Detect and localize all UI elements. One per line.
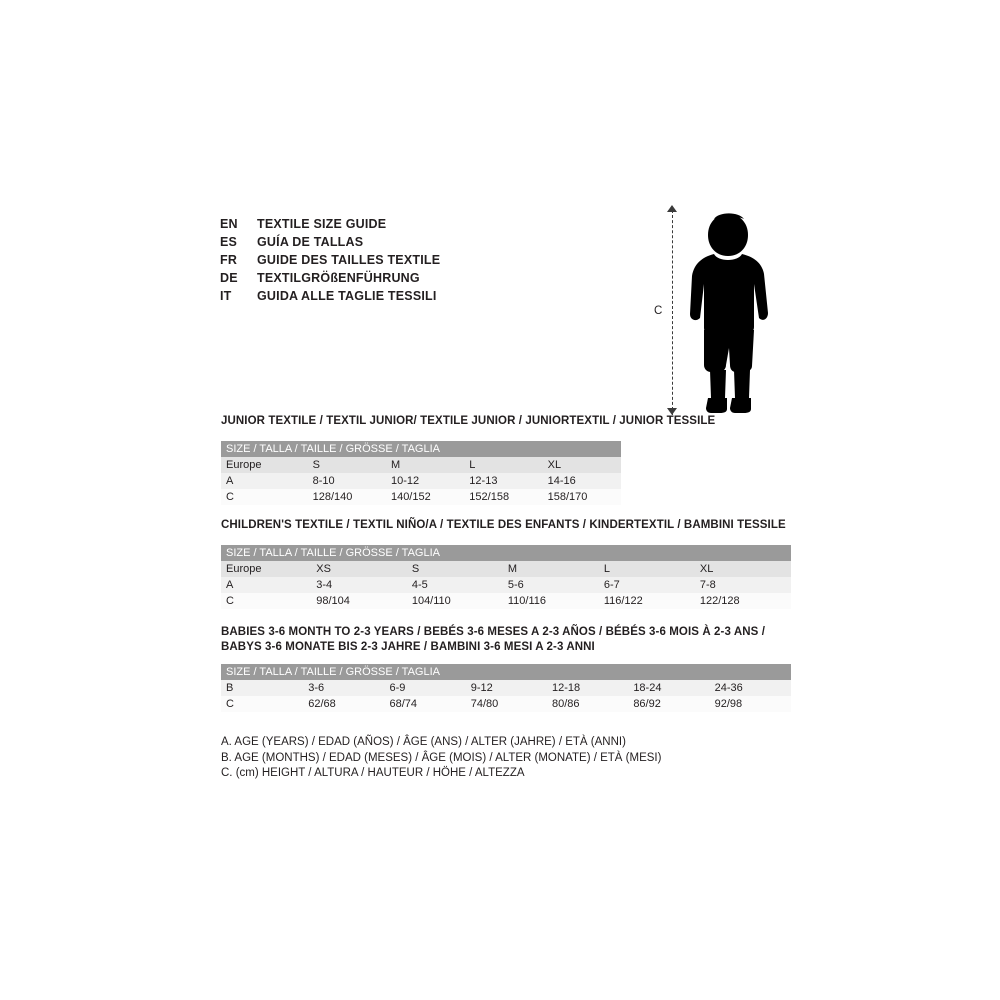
children-size-table <box>221 545 791 609</box>
children-header-xl: XL <box>695 561 791 577</box>
legend-block <box>221 735 661 782</box>
babies-row-b-9-12: 9-12 <box>466 680 547 696</box>
language-title-de: TEXTILGRÖßENFÜHRUNG <box>257 271 420 285</box>
babies-row-c-label: C <box>221 696 303 712</box>
babies-row-b-24-36: 24-36 <box>710 680 791 696</box>
babies-table-title-line2: BABYS 3-6 MONATE BIS 2-3 JAHRE / BAMBINI 3-6 MESI A 2-3 ANNI <box>221 641 595 653</box>
children-row-c-xl: 122/128 <box>695 593 791 609</box>
junior-header-europe: Europe <box>221 457 308 473</box>
children-row-a-s: 4-5 <box>407 577 503 593</box>
table-row <box>221 696 791 712</box>
children-band-label: SIZE / TALLA / TAILLE / GRÖSSE / TAGLIA <box>221 545 791 561</box>
junior-row-c-xl: 158/170 <box>543 489 621 505</box>
babies-row-c-3-6: 62/68 <box>303 696 384 712</box>
babies-band-label: SIZE / TALLA / TAILLE / GRÖSSE / TAGLIA <box>221 664 791 680</box>
table-band-header <box>221 664 791 680</box>
height-figure <box>650 205 840 420</box>
table-header-row <box>221 561 791 577</box>
junior-row-c-s: 128/140 <box>308 489 386 505</box>
babies-row-c-12-18: 80/86 <box>547 696 628 712</box>
junior-band-label: SIZE / TALLA / TAILLE / GRÖSSE / TAGLIA <box>221 441 621 457</box>
children-header-s: S <box>407 561 503 577</box>
table-band-header <box>221 545 791 561</box>
babies-table-title-line1: BABIES 3-6 MONTH TO 2-3 YEARS / BEBÉS 3-6 MESES A 2-3 AÑOS / BÉBÉS 3-6 MOIS À 2-3 ANS / <box>221 626 765 638</box>
junior-row-c-l: 152/158 <box>464 489 542 505</box>
height-label-c: C <box>654 305 663 317</box>
junior-size-table <box>221 441 621 505</box>
junior-row-a-l: 12-13 <box>464 473 542 489</box>
children-table-title: CHILDREN'S TEXTILE / TEXTIL NIÑO/A / TEXTILE DES ENFANTS / KINDERTEXTIL / BAMBINI TESSILE <box>221 519 786 531</box>
table-row <box>221 593 791 609</box>
height-dashed-line <box>672 210 673 415</box>
height-arrow-top-icon <box>667 205 677 212</box>
table-row <box>221 577 791 593</box>
child-silhouette-icon <box>684 210 804 415</box>
babies-row-b-18-24: 18-24 <box>628 680 709 696</box>
babies-row-c-24-36: 92/98 <box>710 696 791 712</box>
junior-row-c-label: C <box>221 489 308 505</box>
junior-row-a-label: A <box>221 473 308 489</box>
children-row-a-xs: 3-4 <box>311 577 407 593</box>
babies-row-b-label: B <box>221 680 303 696</box>
language-row-en <box>220 215 640 233</box>
children-header-l: L <box>599 561 695 577</box>
junior-row-c-m: 140/152 <box>386 489 464 505</box>
babies-row-b-6-9: 6-9 <box>385 680 466 696</box>
children-row-a-xl: 7-8 <box>695 577 791 593</box>
table-row <box>221 473 621 489</box>
language-code-es: ES <box>220 235 238 249</box>
language-title-fr: GUIDE DES TAILLES TEXTILE <box>257 253 441 267</box>
babies-row-b-12-18: 12-18 <box>547 680 628 696</box>
language-code-en: EN <box>220 217 238 231</box>
children-row-c-l: 116/122 <box>599 593 695 609</box>
children-row-c-m: 110/116 <box>503 593 599 609</box>
junior-header-m: M <box>386 457 464 473</box>
legend-item-b: B. AGE (MONTHS) / EDAD (MESES) / ÂGE (MOIS) / ALTER (MONATE) / ETÀ (MESI) <box>221 751 662 764</box>
junior-row-a-xl: 14-16 <box>543 473 621 489</box>
legend-item-a: A. AGE (YEARS) / EDAD (AÑOS) / ÂGE (ANS) / ALTER (JAHRE) / ETÀ (ANNI) <box>221 736 626 748</box>
table-row <box>221 680 791 696</box>
children-row-a-m: 5-6 <box>503 577 599 593</box>
babies-table-title <box>221 625 765 655</box>
children-row-c-label: C <box>221 593 311 609</box>
height-arrow-bottom-icon <box>667 408 677 415</box>
children-header-europe: Europe <box>221 561 311 577</box>
babies-row-c-9-12: 74/80 <box>466 696 547 712</box>
table-band-header <box>221 441 621 457</box>
legend-item-c: C. (cm) HEIGHT / ALTURA / HAUTEUR / HÖHE / ALTEZZA <box>221 767 525 779</box>
children-row-c-s: 104/110 <box>407 593 503 609</box>
language-row-fr <box>220 251 640 269</box>
children-row-a-l: 6-7 <box>599 577 695 593</box>
children-header-m: M <box>503 561 599 577</box>
language-row-it <box>220 287 640 305</box>
junior-header-s: S <box>308 457 386 473</box>
junior-header-l: L <box>464 457 542 473</box>
junior-row-a-s: 8-10 <box>308 473 386 489</box>
babies-size-table <box>221 664 791 712</box>
children-row-c-xs: 98/104 <box>311 593 407 609</box>
language-title-it: GUIDA ALLE TAGLIE TESSILI <box>257 289 437 303</box>
junior-row-a-m: 10-12 <box>386 473 464 489</box>
language-title-block <box>220 215 640 305</box>
language-code-fr: FR <box>220 253 238 267</box>
children-row-a-label: A <box>221 577 311 593</box>
language-code-it: IT <box>220 289 232 303</box>
language-row-es <box>220 233 640 251</box>
table-header-row <box>221 457 621 473</box>
babies-row-c-6-9: 68/74 <box>385 696 466 712</box>
table-row <box>221 489 621 505</box>
language-row-de <box>220 269 640 287</box>
babies-row-b-3-6: 3-6 <box>303 680 384 696</box>
language-title-es: GUÍA DE TALLAS <box>257 235 364 249</box>
junior-table-title: JUNIOR TEXTILE / TEXTIL JUNIOR/ TEXTILE JUNIOR / JUNIORTEXTIL / JUNIOR TESSILE <box>221 415 716 427</box>
children-header-xs: XS <box>311 561 407 577</box>
language-code-de: DE <box>220 271 238 285</box>
language-title-en: TEXTILE SIZE GUIDE <box>257 217 387 231</box>
junior-header-xl: XL <box>543 457 621 473</box>
babies-row-c-18-24: 86/92 <box>628 696 709 712</box>
